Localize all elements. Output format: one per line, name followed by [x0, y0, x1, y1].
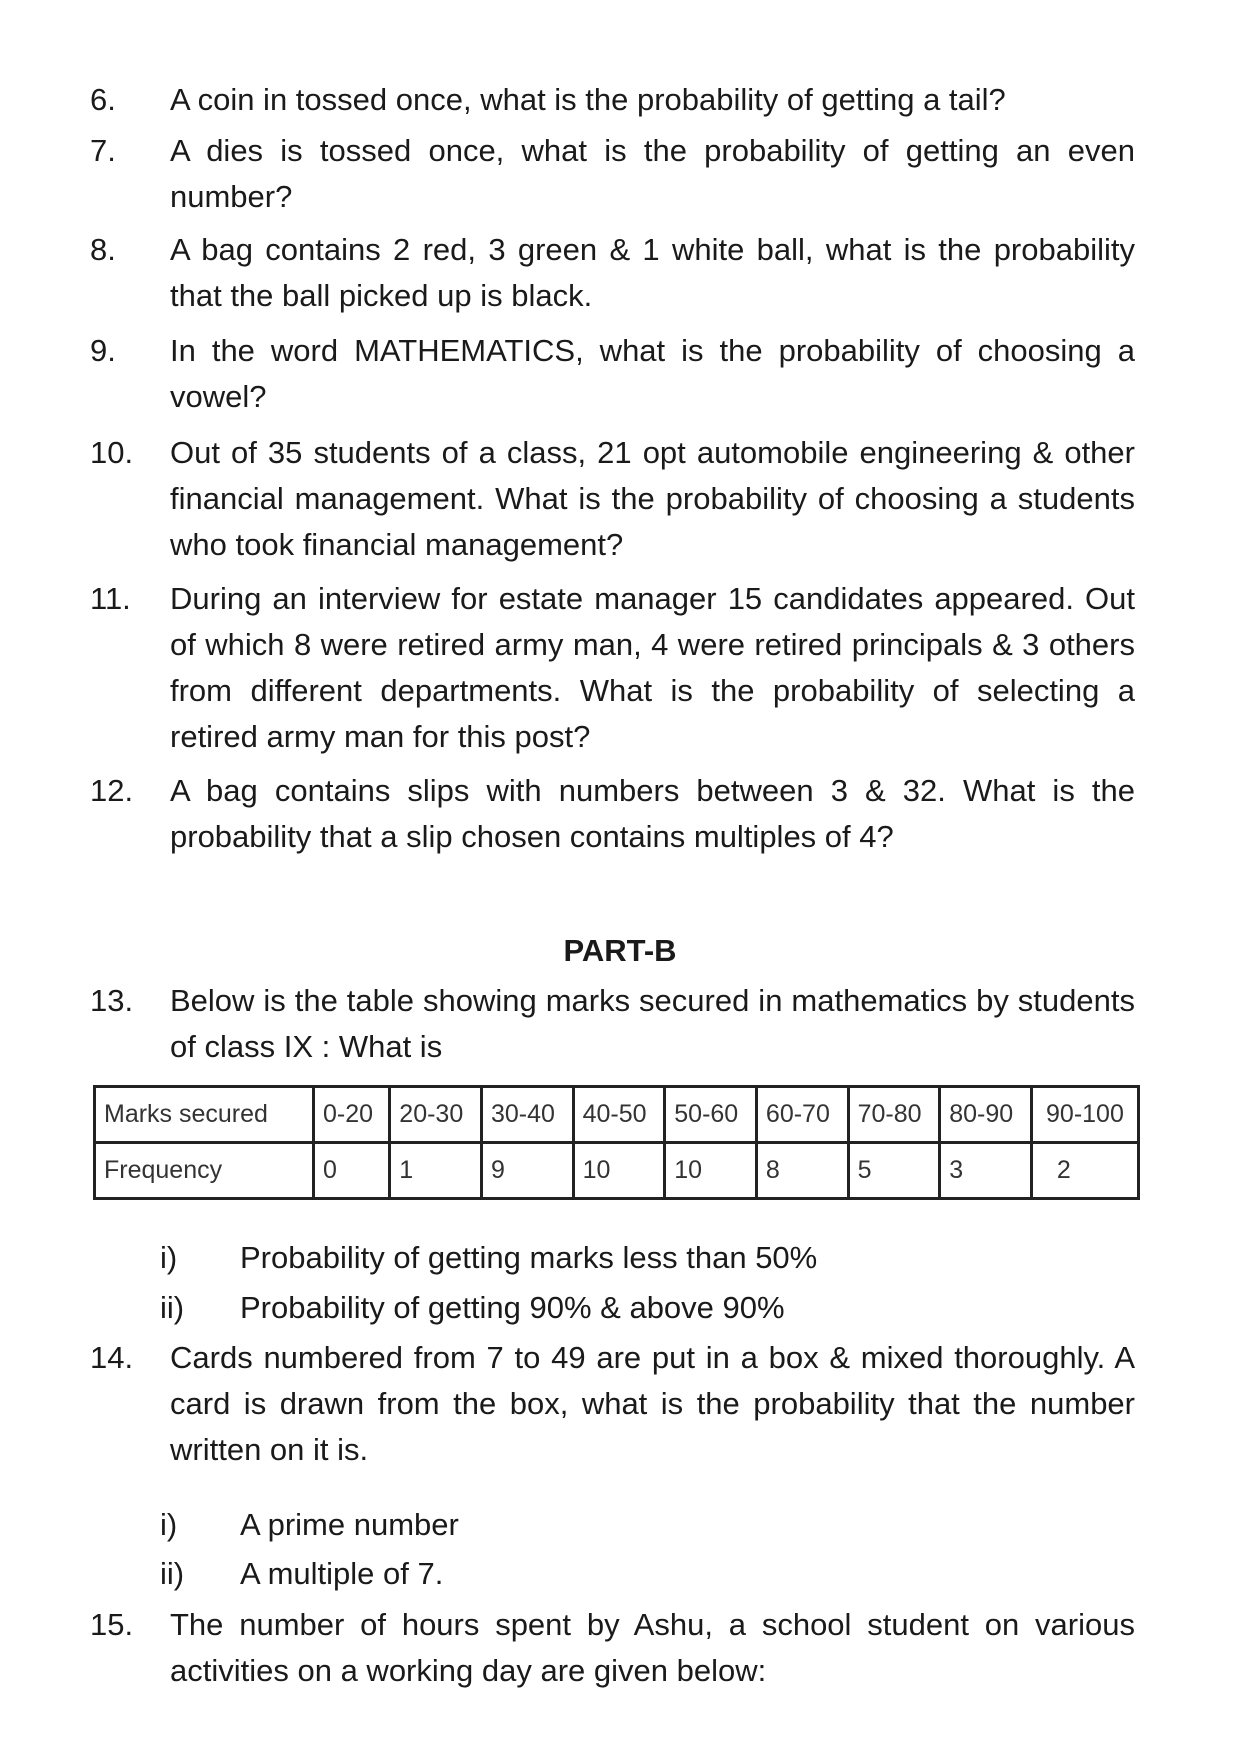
question-15	[90, 1602, 1135, 1694]
question-number: 12.	[90, 773, 134, 808]
table-cell: 10	[665, 1143, 757, 1199]
question-text: The number of hours spent by Ashu, a school student on various activities on a working day are given below:	[170, 1607, 1135, 1688]
sub-text: A prime number	[240, 1507, 459, 1542]
table-cell: 2	[1031, 1143, 1138, 1199]
sub-number: ii)	[160, 1556, 185, 1591]
question-number: 13.	[90, 983, 134, 1018]
table-cell: 30-40	[481, 1087, 573, 1143]
sub-number: i)	[160, 1507, 178, 1542]
q13-sub-ii	[160, 1285, 1110, 1331]
sub-number: i)	[160, 1240, 178, 1275]
question-number: 15.	[90, 1607, 134, 1642]
question-number: 9.	[90, 333, 116, 368]
table-row	[95, 1087, 1139, 1143]
table-cell: 0	[314, 1143, 390, 1199]
question-10	[90, 430, 1135, 568]
question-text: A coin in tossed once, what is the probability of getting a tail?	[170, 82, 1006, 117]
question-8	[90, 227, 1135, 319]
table-cell: 80-90	[940, 1087, 1032, 1143]
question-14	[90, 1335, 1135, 1473]
question-number: 7.	[90, 133, 116, 168]
question-9	[90, 328, 1135, 420]
table-cell: 0-20	[314, 1087, 390, 1143]
table-cell: 20-30	[390, 1087, 482, 1143]
table-cell: 40-50	[573, 1087, 665, 1143]
row-label: Frequency	[95, 1143, 314, 1199]
sub-text: Probability of getting 90% & above 90%	[240, 1290, 785, 1325]
question-11	[90, 576, 1135, 760]
table-cell: 3	[940, 1143, 1032, 1199]
q13-sub-i	[160, 1235, 1110, 1281]
question-number: 6.	[90, 82, 116, 117]
question-text: A bag contains 2 red, 3 green & 1 white ball, what is the probability that the ball picked up is black.	[170, 232, 1135, 313]
q14-sub-i	[160, 1502, 1110, 1548]
sub-text: A multiple of 7.	[240, 1556, 444, 1591]
question-number: 8.	[90, 232, 116, 267]
question-text: Out of 35 students of a class, 21 opt automobile engineering & other financial management. What is the probability of choosing a students who took financial management?	[170, 435, 1135, 562]
table-cell: 90-100	[1031, 1087, 1138, 1143]
table-cell: 8	[756, 1143, 848, 1199]
table-cell: 60-70	[756, 1087, 848, 1143]
question-6	[90, 77, 1135, 123]
question-text: In the word MATHEMATICS, what is the probability of choosing a vowel?	[170, 333, 1135, 414]
sub-text: Probability of getting marks less than 50%	[240, 1240, 818, 1275]
question-number: 11.	[90, 581, 131, 616]
table-cell: 10	[573, 1143, 665, 1199]
table-cell: 9	[481, 1143, 573, 1199]
table-cell: 50-60	[665, 1087, 757, 1143]
marks-table	[93, 1085, 1140, 1200]
table-cell: 1	[390, 1143, 482, 1199]
row-label: Marks secured	[95, 1087, 314, 1143]
question-number: 14.	[90, 1340, 134, 1375]
question-number: 10.	[90, 435, 134, 470]
table-cell: 70-80	[848, 1087, 940, 1143]
question-text: Below is the table showing marks secured in mathematics by students of class IX : What is	[170, 983, 1135, 1064]
question-text: During an interview for estate manager 15 candidates appeared. Out of which 8 were retired army man, 4 were retired principals & 3 others from different departments. What is the probability of selecting a retired army man for this post?	[170, 581, 1135, 754]
sub-number: ii)	[160, 1290, 185, 1325]
q14-sub-ii	[160, 1551, 1110, 1597]
question-text: Cards numbered from 7 to 49 are put in a box & mixed thoroughly. A card is drawn from the box, what is the probability that the number written on it is.	[170, 1340, 1135, 1467]
question-7	[90, 128, 1135, 220]
part-b-heading: PART-B	[563, 933, 677, 968]
table-row	[95, 1143, 1139, 1199]
question-12	[90, 768, 1135, 860]
question-text: A bag contains slips with numbers between 3 & 32. What is the probability that a slip chosen contains multiples of 4?	[170, 773, 1135, 854]
question-13	[90, 978, 1135, 1070]
table-cell: 5	[848, 1143, 940, 1199]
question-text: A dies is tossed once, what is the probability of getting an even number?	[170, 133, 1135, 214]
